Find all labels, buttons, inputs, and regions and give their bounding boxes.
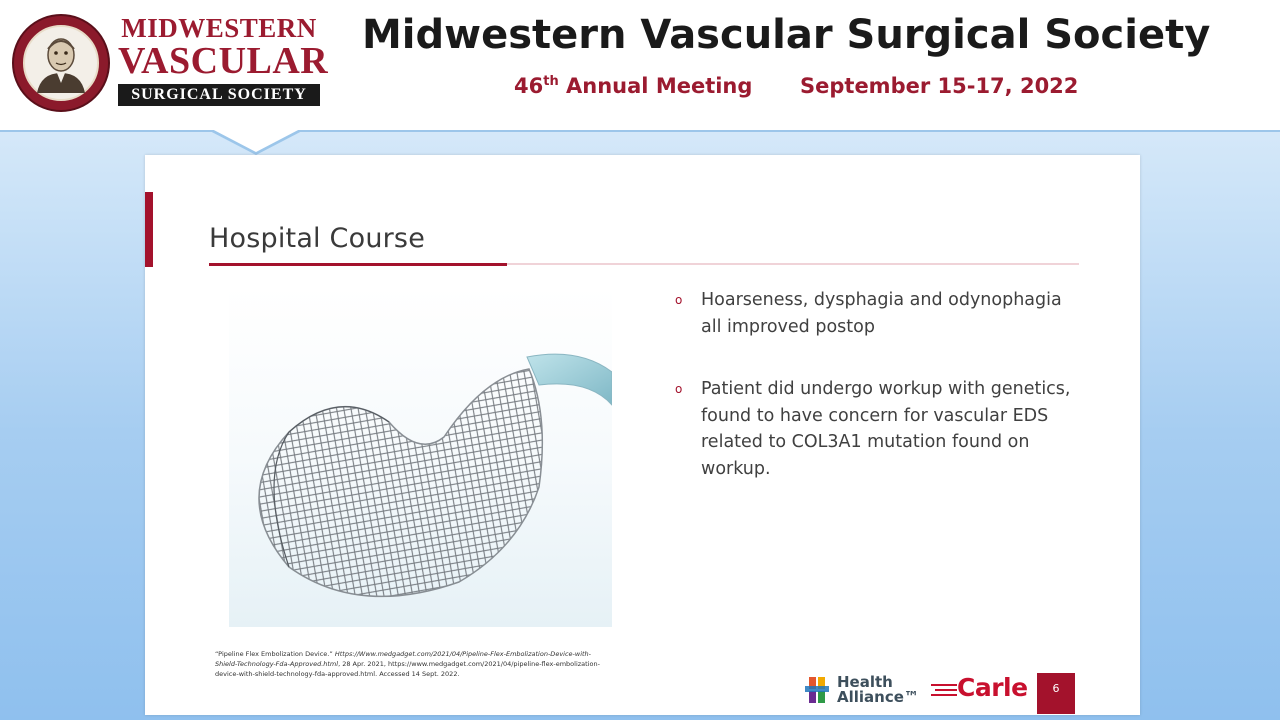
society-title: Midwestern Vascular Surgical Society	[362, 12, 1211, 58]
stent-device-image	[229, 287, 612, 627]
wordmark-line1: MIDWESTERN	[121, 13, 317, 43]
portrait-icon	[23, 25, 99, 101]
meeting-label	[514, 74, 752, 98]
citation-title: “Pipeline Flex Embolization Device.”	[215, 650, 333, 658]
bullet-text: Hoarseness, dysphagia and odynophagia all improved postop	[701, 290, 1062, 337]
bullet-marker: o	[675, 382, 683, 396]
header-banner	[0, 0, 1280, 132]
title-accent-bar	[145, 192, 153, 267]
citation-rest: , 28 Apr. 2021, https://www.medgadget.com/2021/04/pipeline-flex-embolization-device-with-shield-technology-fda-approved.html. Accessed 14 Sept. 2022.	[215, 660, 600, 678]
presentation-slide	[145, 155, 1140, 715]
wordmark-line3: SURGICAL SOCIETY	[118, 84, 320, 106]
title-divider-accent	[209, 263, 507, 266]
carle-logo: Carle	[957, 673, 1028, 702]
meeting-dates: September 15-17, 2022	[800, 74, 1079, 98]
banner-notch	[210, 128, 302, 152]
list-item	[675, 376, 1075, 482]
meeting-suffix: th	[543, 74, 559, 89]
society-wordmark	[118, 13, 329, 106]
image-citation	[215, 649, 605, 679]
health-alliance-wordmark	[837, 675, 919, 705]
slide-page-number: 6	[1037, 673, 1075, 714]
meeting-text: Annual Meeting	[566, 74, 753, 98]
health-alliance-line2: Alliance™	[837, 688, 919, 706]
carle-lines-icon	[931, 684, 959, 696]
health-alliance-line1: Health	[837, 673, 893, 691]
bullet-text: Patient did undergo workup with genetics, found to have concern for vascular EDS related to COL3A1 mutation found on workup.	[701, 379, 1071, 479]
citation-source: Https://Www.medgadget.com/2021/04/Pipeline-Flex-Embolization-Device-with-Shield-Technology-Fda-Approved.html	[215, 650, 592, 668]
meeting-number: 46	[514, 74, 544, 98]
society-seal-logo	[12, 14, 110, 112]
list-item	[675, 287, 1075, 340]
slide-title: Hospital Course	[209, 223, 426, 254]
wordmark-line2: VASCULAR	[118, 40, 329, 82]
bullet-list	[675, 287, 1075, 518]
bullet-marker: o	[675, 293, 683, 307]
